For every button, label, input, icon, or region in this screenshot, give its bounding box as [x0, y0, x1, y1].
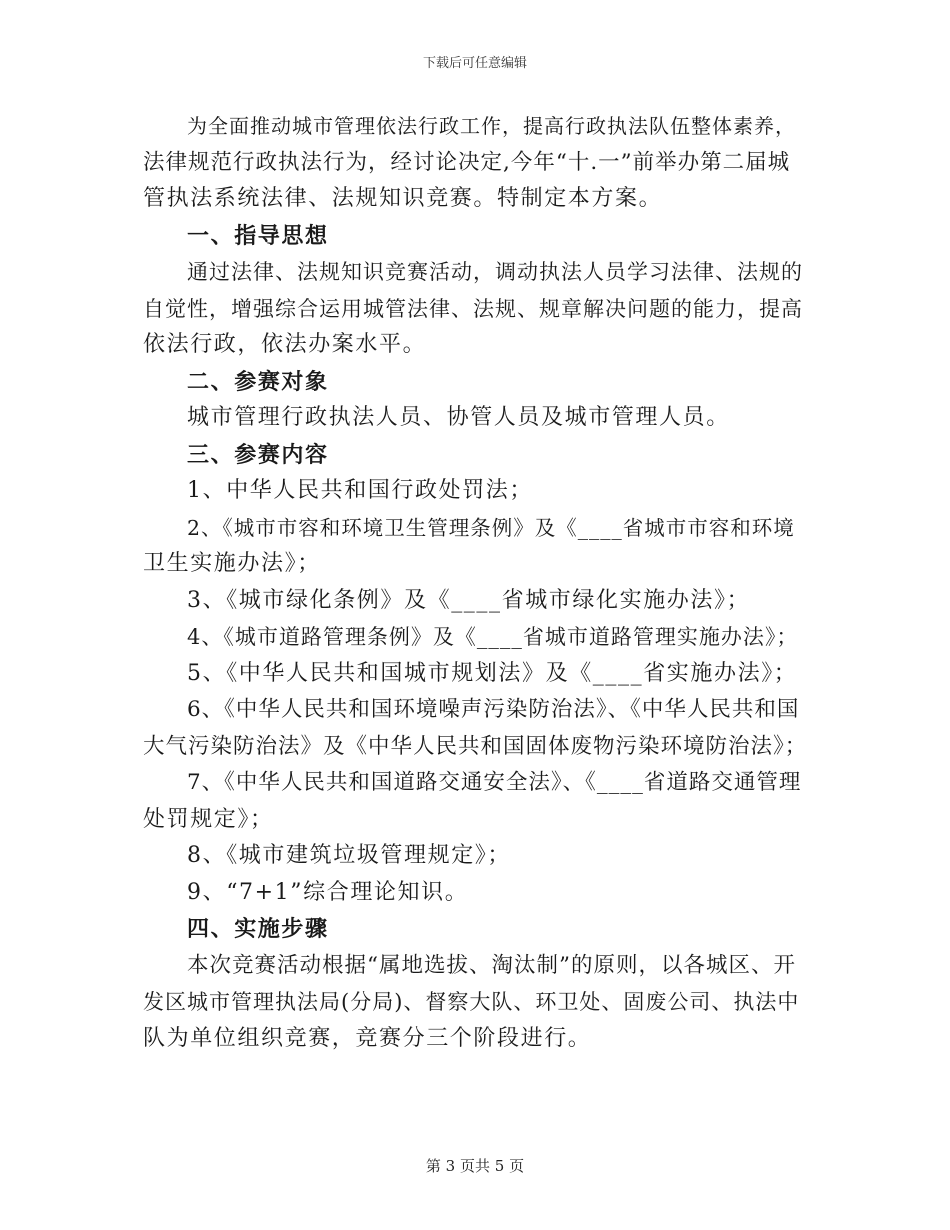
list-item-continuation: 卫生实施办法》；: [143, 551, 321, 576]
paragraph-line: 发区城市管理执法局(分局)、督察大队、环卫处、固废公司、执法中: [143, 990, 800, 1014]
paragraph-line: 队为单位组织竞赛，竞赛分三个阶段进行。: [143, 1025, 592, 1051]
list-item-continuation: 处罚规定》；: [143, 806, 274, 832]
list-item: 6、《中华人民共和国环境噪声污染防治法》、《中华人民共和国: [187, 697, 800, 722]
document-body: [143, 108, 808, 1057]
list-item: 7、《中华人民共和国道路交通安全法》、《____省道路交通管理: [187, 770, 802, 795]
list-item: 5、《中华人民共和国城市规划法》及《____省实施办法》；: [187, 660, 798, 686]
paragraph-line: 管执法系统法律、法规知识竞赛。特制定本方案。: [143, 186, 663, 211]
list-item-continuation: 大气污染防治法》及《中华人民共和国固体废物污染环境防治法》；: [143, 733, 808, 759]
section-heading: 三、参赛内容: [187, 441, 329, 468]
section-heading: 二、参赛对象: [187, 368, 329, 395]
paragraph-line: 通过法律、法规知识竞赛活动，调动执法人员学习法律、法规的: [187, 260, 803, 284]
page-header: 下载后可任意编辑: [422, 56, 527, 71]
list-item: 8、《城市建筑垃圾管理规定》；: [187, 843, 511, 868]
paragraph-line: 为全面推动城市管理依法行政工作，提高行政执法队伍整体素养，: [187, 114, 796, 138]
list-item: 2、《城市市容和环境卫生管理条例》及《____省城市市容和环境: [187, 515, 795, 540]
list-item: 1、中华人民共和国行政处罚法；: [187, 478, 533, 503]
paragraph-line: 依法行政，依法办案水平。: [143, 332, 427, 357]
list-item: 4、《城市道路管理条例》及《____省城市道路管理实施办法》；: [187, 625, 799, 649]
section-heading: 四、实施步骤: [187, 916, 329, 942]
list-item: 3、《城市绿化条例》及《____省城市绿化实施办法》；: [187, 587, 751, 613]
list-item: 9、“7+1”综合理论知识。: [187, 879, 469, 905]
paragraph-line: 城市管理行政执法人员、协管人员及城市管理人员。: [187, 405, 730, 430]
page-footer: 第 3 页共 5 页: [425, 1157, 525, 1175]
paragraph-line: 本次竞赛活动根据“属地选拔、淘汰制”的原则，以各城区、开: [187, 952, 796, 978]
section-heading: 一、指导思想: [187, 222, 329, 249]
paragraph-line: 法律规范行政执法行为，经讨论决定,今年“十.一”前举办第二届城: [143, 149, 791, 175]
paragraph-line: 自觉性，增强综合运用城管法律、法规、规章解决问题的能力，提高: [143, 296, 803, 321]
